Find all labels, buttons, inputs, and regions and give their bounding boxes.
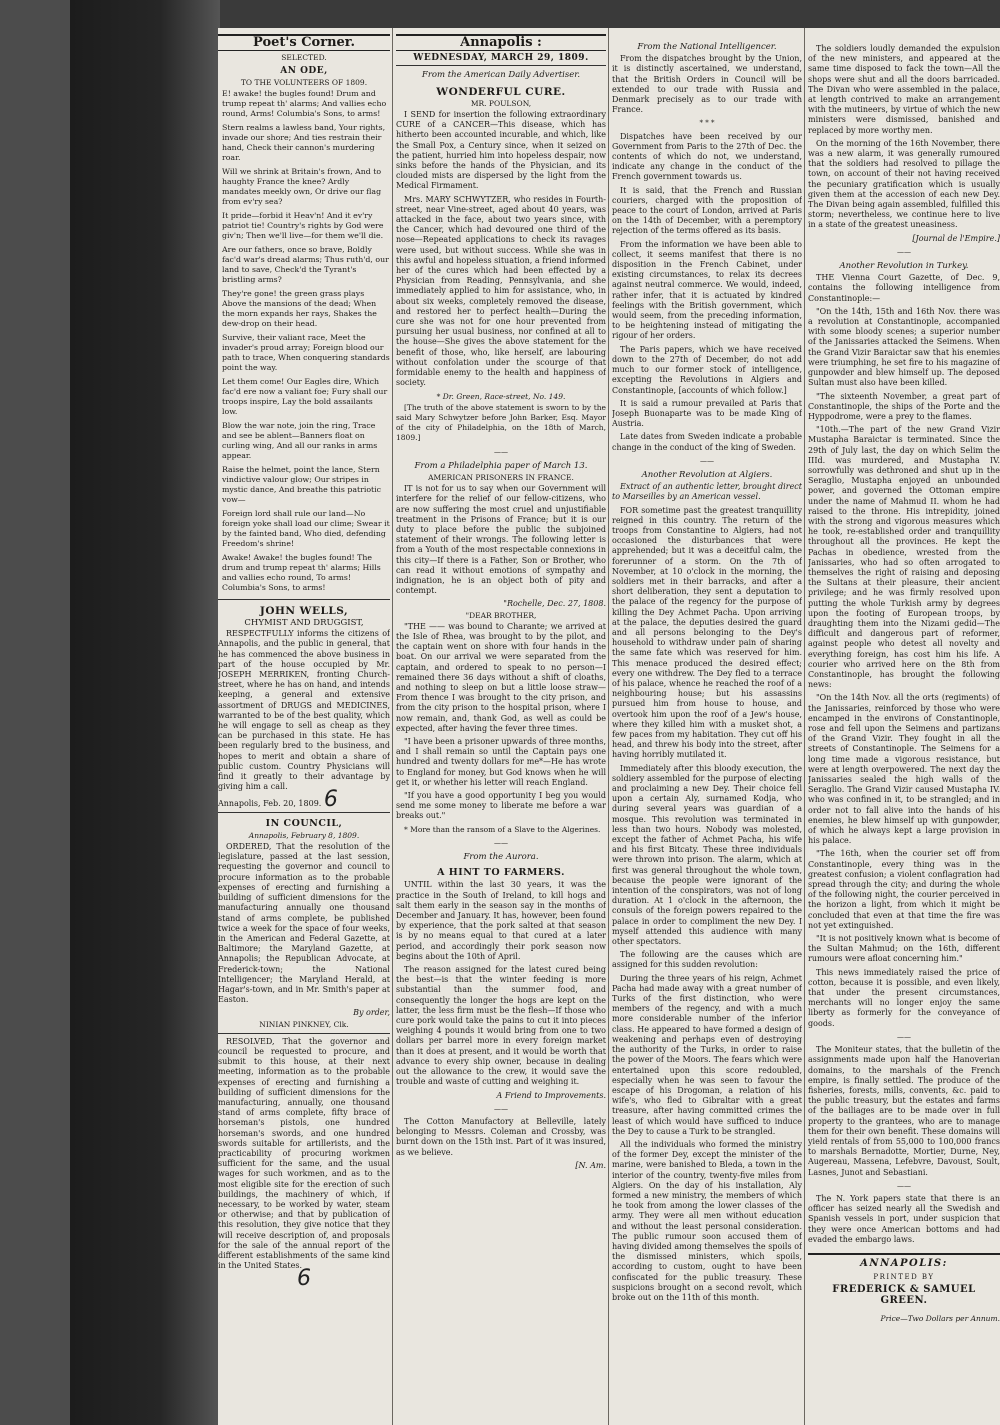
newspaper-page: [218, 28, 1000, 1425]
paragraph: During the three years of his reign, Achmet Pacha had made away with a great number of Turks of the first distinction, who were members of the regency, and with a much more considerable number of the inferior class. He appeared to have formed a design of weakening and perhaps even of destroying the authority of the Turks, in order to raise the power of the Moors. The fears which were entertained upon this score redoubled, especially when he was seen to favour the escape of his Drogoman, a relation of his wife's, who fled to Gibraltar with a great treasure, after having committed crimes the least of which would have sufficed to induce the Dey to cause a Turk to be strangled.: [612, 973, 802, 1136]
stanza: It pride—forbid it Heav'n! And it ev'ry patriot tie! Country's rights by God were giv'n; Then we'll live—for them we'll die.: [222, 210, 384, 240]
paragraph: "The sixteenth November, a great part of Constantinople, the ships of the Porte and the Hyppodrome, were a prey to the flames.: [808, 391, 1000, 421]
source-label: From the National Intelligencer.: [637, 42, 777, 52]
council-order: By order,: [353, 1008, 390, 1018]
signature: [N. Am.: [575, 1160, 606, 1170]
salutation: "DEAR BROTHER,: [465, 610, 537, 620]
poem-title: AN ODE,: [280, 66, 328, 77]
article-title: AMERICAN PRISONERS IN FRANCE.: [428, 472, 574, 482]
source-label: From the American Daily Advertiser.: [421, 70, 581, 81]
paragraph: It is said, that the French and Russian couriers, charged with the proposition of peace to the court of London, arrived at Paris on the 14th of December, with a peremptory rejection of the terms offered as its basis.: [612, 185, 802, 236]
stanza: Let them come! Our Eagles dire, Which fac'd ere now a valiant foe; Fury shall our troops inspire, Lay the bold assailants low.: [222, 376, 388, 416]
imprint-printed-by: PRINTED BY: [873, 1273, 935, 1282]
imprint-town: ANNAPOLIS:: [860, 1257, 948, 1269]
poem-subtitle: TO THE VOLUNTEERS OF 1809.: [240, 77, 368, 87]
poem-stanzas: [218, 89, 390, 593]
paragraph: THE Vienna Court Gazette, of Dec. 9, contains the following intelligence from Constantinople:—: [808, 273, 1000, 303]
council-title: IN COUNCIL,: [265, 817, 343, 829]
column-rule: [804, 28, 805, 1425]
column-rule: [608, 28, 609, 1425]
paragraph: All the individuals who formed the ministry of the former Dey, except the minister of the marine, were banished to Bleda, a town in the interior of the country, twenty-five miles from Algiers. On the day of his installation, Aly formed a new ministry, the members of which he took from among the lower classes of the army. They were all men without education and without the least personal consideration. The public rumour soon accused them of having divided among themselves the spoils of the dismissed ministers, which spoils, according to custom, ought to have been confiscated for the public treasury. These suspicions brought on a second revolt, which broke out on the 11th of this month.: [612, 1139, 802, 1302]
book-binding-edge: [0, 0, 70, 1425]
ad-title: JOHN WELLS,: [259, 604, 349, 617]
council-body: ORDERED, That the resolution of the legislature, passed at the last session, requesting the governor and council to procure information as to the probable expenses of erecting and furnishing a building of sufficient dimensions for the manufacturing annually one thousand stand of arms complete, be published twice a week for the space of four weeks, in the American and Federal Gazette, at Baltimore; the Maryland Gazette, at Annapolis; the Republican Advocate, at Frederick-town; the National Intelligencer; the Maryland Herald, at Hagar's-town, and in Mr. Smith's paper at Easton.: [218, 842, 390, 1005]
paragraph: The reason assigned for the latest cured being the best—is that the winter feeding is more substantial than the summer food, and consequently the longer the hogs are kept on the latter, the less firm must be the flesh—If those who cure pork would take the pains to cut it into pieces weighing 4 pounds it would bring from one to two dollars per barrel more in every foreign market than it does at present, and it would be worth that advance to every ship owner, because in dealing out the allowance to the crew, it would save the trouble and waste of cutting and weighing it.: [396, 965, 606, 1087]
handwritten-mark: 6: [323, 787, 338, 813]
scan-shadow: [70, 0, 220, 1425]
paragraph: The following are the causes which are assigned for this sudden revolution:: [612, 950, 802, 970]
signature: [Journal de l'Empire.]: [912, 233, 1000, 243]
paragraph: "On the 14th Nov. all the orts (regiments) of the Janissaries, reinforced by those who were encamped in the environs of Constantinople, rose and fell upon the Seimens and partizans of the Grand Vizir. They fought in all the streets of Constantinople. The Seimens for a long time made a vigorous resistance, but were at length overpowered. The next day the Janissaries sealed the high walls of the Seraglio. The Grand Vizir caused Mustapha IV. who was confined in it, to be strangled; and in order not to fall alive into the hands of his enemies, he blew himself up with gunpowder, of which he always kept a large provision in his palace.: [808, 693, 1000, 846]
stanza: Blow the war note, join the ring, Trace and see be ablent—Banners float on curling wing, And all our ranks in arms appear.: [222, 420, 378, 460]
article-title: Another Revolution at Algiers.: [641, 469, 773, 480]
handwritten-mark: 6: [297, 1266, 311, 1290]
signature: * Dr. Green, Race-street, No. 149.: [436, 391, 566, 401]
letter-place: "Rochelle, Dec. 27, 1808.: [503, 599, 606, 609]
column-annapolis: Annapolis : WEDNESDAY, MARCH 29, 1809. From the American Daily Advertiser. WONDERFUL CURE. MR. POULSON, I SEND for insertion the following extraordinary CURE of a CANCER—This disease, which has hitherto been accounted incurable, and which, like the Small Pox, a Century since, when it seized on the patient, hurried him into hopeless despair, now sinks before the hands of the Physician, and its clouded mists are dispersed by the light from the Medical Firmament. Mrs. MARY SCHWYTZER, who resides in Fourth-street, near Vine-street, aged about 40 years, was attacked in the face, about two years since, with the Cancer, which had devoured one third of the nose—Repeated applications to check its ravages were used, but without success. While she was in this awful and hopeless situation, a friend informed her of the cures which had been effected by a Physician from Reading, Pennsylvania, and she immediately applied to him for assistance, who, in about six weeks, completely removed the disease, and restored her to perfect health—During the cure she was not for one hour prevented from pursuing her usual business, nor confined at all to the house—She gives the above statement for the benefit of those, who, like herself, are labouring without confolation under the scourge of that formidable enemy to the health and happiness of society. * Dr. Green, Race-street, No. 149. [The truth of the above statement is sworn to by the said Mary Schwytzer before John Barker, Esq. Mayor of the city of Philadelphia, on the 18th of March, 1809.] —— From a Philadelphia paper of March 13. AMERICAN PRISONERS IN FRANCE. IT is not for us to say when our Government will interfere for the relief of our fellow-citizens, who are now suffering the most cruel and unjustifiable treatment in the Prisons of France; but it is our duty to place before the public the subjoined statement of their wrongs. The following letter is from a Youth of the most respectable connexions in this city—If there is a Father, Son or Brother, who can read it without emotions of sympathy and indignation, he is an object both of pity and contempt. "Rochelle, Dec. 27, 1808. "DEAR BROTHER, "THE —— was bound to Charante; we arrived at the Isle of Rhea, was brought to by the pilot, and the captain went on shore with four hands in the boat. On our arrival we were separated from the captain, and ordered to speak to no person—I remained there 36 days without a shift of cloaths, and nothing to sleep on but a little loose straw—From thence I was brought to the city prison, and from the city prison to the hospital prison, where I now remain, and, thank God, as well as could be expected, after having the fever three times. "I have been a prisoner upwards of three months, and I shall remain so until the Captain pays one hundred and twenty dollars for me*—He has wrote to England for money, but God knows when he will get it, or whether his letter will reach England. "If you have a good opportunity I beg you would send me some money to liberate me before a war breaks out." * More than the ransom of a Slave to the Algerines. —— From the Aurora. A HINT TO FARMERS. UNTIL within the last 30 years, it was the practice in the South of Ireland, to kill hogs and salt them early in the season say in the months of December and January. It has, however, been found by experience, that the pork salted at that season is by no means equal to that cured at a later period, and accordingly their pork season now begins about the 10th of April. The reason assigned for the latest cured being the best—is that the winter feeding is more substantial than the summer food, and consequently the longer the hogs are kept on the latter, the less firm must be the flesh—If those who cure pork would take the pains to cut it into pieces weighing 4 pounds it would bring from one to two dollars per barrel more in every foreign market than it does at present, and it would be worth that advance to every ship owner, because in dealing out the allowance to the crew, it would save the trouble and waste of cutting and weighing it. A Friend to Improvements. —— The Cotton Manufactory at Belleville, lately belonging to Messrs. Coleman and Crossby, was burnt down on the 15th inst. Part of it was insured, as we believe. [N. Am.: [396, 35, 606, 1170]
column-turkey: The soldiers loudly demanded the expulsion of the new ministers, and appeared at the same time disposed to fack the town—All the shops were shut and all the doors barricaded. The Divan who were assembled in the palace, at length contrived to make an arrangement with the mutineers, by virtue of which the new ministers were dismissed, banished and replaced by more worthy men. On the morning of the 16th November, there was a new alarm, it was generally rumoured that the soldiers had resolved to pillage the town, on account of their not having received the pecuniary gratification which is usually given them at the accession of each new Dey. The Divan being again assembled, fulfilled this storm; nevertheless, we continue here to live in a state of the greatest uneasiness. [Journal de l'Empire.] —— Another Revolution in Turkey. THE Vienna Court Gazette, of Dec. 9, contains the following intelligence from Constantinople:— "On the 14th, 15th and 16th Nov. there was a revolution at Constantinople, accompanied with some bloody scenes; a superior number of the Janissaries attacked the Seimens. When the Grand Vizir Baraictar saw that his enemies were triumphing, he set fire to his magazine of gunpowder and blew himself up. The deposed Sultan must also have been killed. "The sixteenth November, a great part of Constantinople, the ships of the Porte and the Hyppodrome, were a prey to the flames. "10th.—The part of the new Grand Vizir Mustapha Baraictar is terminated. Since the 29th of July last, the day on which Selim the IIId. was murdered, and Mustapha IV. sorrowfully was dethroned and shut up in the Seraglio, Mustapha enjoyed an unbounded power, and governed the Ottoman empire under the name of Mahmud II. whom he had raised to the throne. His intrepidity, joined with the strong and vigorous measures which he took, re-established order and tranquillity throughout all the provinces. He kept the Pachas in obedience, wrested from the Janissaries, who had so often arrogated to themselves the right of raising and deposing the Sultans at their pleasure, their ancient privilege; and he was firmly resolved upon putting the whole Turkish army by degrees upon the footing of European troops, by draughting them into the Nizami gedid—The difficult and dangerous part of reformer, against people who detest all novelty and everything foreign, has cost him his life. A courier who arrived here on the 8th from Constantinople, has brought the following news: "On the 14th Nov. all the orts (regiments) of the Janissaries, reinforced by those who were encamped in the environs of Constantinople, rose and fell upon the Seimens and partizans of the Grand Vizir. They fought in all the streets of Constantinople. The Seimens for a long time made a vigorous resistance, but were at length overpowered. The next day the Janissaries sealed the high walls of the Seraglio. The Grand Vizir caused Mustapha IV. who was confined in it, to be strangled; and in order not to fall alive into the hands of his enemies, he blew himself up with gunpowder, of which he always kept a large provision in his palace. "The 16th, when the courier set off from Constantinople, every thing was in the greatest confusion; a violent conflagration had spread through the city; and during the whole of the following night, the courier perceived in the horizon a light, from which it might be concluded that even at that time the fire was not yet extinguished. "It is not positively known what is become of the Sultan Mahmud; on the 16th, different rumours were afloat concerning him." This news immediately raised the price of cotton, because it is possible, and even likely, that under the present circumstances, merchants will no longer enjoy the same liberty as formerly for the conveyance of goods. —— The Moniteur states, that the bulletin of the assignments made upon half the Hanoverian domains, to the marshals of the French empire, is finally settled. The produce of the fisheries, forests, mills, convents, &c. paid to the public treasury, but the estates and farms of the bailiages are to be made over in full property to the grantees, who are to manage them for their own benefit. These domains will yield rentals of from 55,000 to 100,000 francs to marshals Bernadotte, Mortier, Durne, Ney, Augereau, Massena, Lefebvre, Davoust, Soult, Lasnes, Junot and Sebastiani. —— The N. York papers state that there is an officer has seized nearly all the Swedish and Spanish vessels in port, under suspicion that they were once American bottoms and had evaded the embargo laws. ANNAPOLIS: PRINTED BY FREDERICK & SAMUEL GREEN. Price—Two Dollars per Annum.: [808, 44, 1000, 1323]
paragraph: This news immediately raised the price of cotton, because it is possible, and even likely, that under the present circumstances, merchants will no longer enjoy the same liberty as formerly for the conveyance of goods.: [808, 967, 1000, 1028]
stanza: Are our fathers, once so brave, Boldly fac'd war's dread alarms; Thus ruth'd, our land to save, Check'd the Tyrant's bristling arms?: [222, 244, 389, 284]
paragraph: "If you have a good opportunity I beg you would send me some money to liberate me before a war breaks out.": [396, 791, 606, 821]
paragraph: Immediately after this bloody execution, the soldiery assembled for the purpose of electing and proclaiming a new Dey. Their choice fell upon a certain Aly, surnamed Kodja, who during several years was guardian of a mosque. This revolution was terminated in less than two hours. Nobody was molested, except the father of Achmet Pacha, his wife and his first Bitcaty. These three individuals were thrown into prison. The alarm, which at first was general throughout the whole town, because the people were ignorant of the intention of the conspirators, was not of long duration. At 1 o'clock in the afternoon, the consuls of the foreign powers repaired to the palace in order to compliment the new Dey. I myself attended this audience with many other spectators.: [612, 763, 802, 947]
paragraph: The N. York papers state that there is an officer has seized nearly all the Swedish and Spanish vessels in port, under suspicion that they were once American bottoms and had evaded the embargo laws.: [808, 1193, 1000, 1244]
paragraph: Late dates from Sweden indicate a probable change in the conduct of the king of Sweden.: [612, 432, 802, 452]
paragraph: From the information we have been able to collect, it seems manifest that there is no disposition in the French Cabinet, under existing circumstances, to relax its decrees against neutral commerce. We would, indeed, rather infer, that it is actuated by kindred feelings with the British government, which would seem, from the preceding information, to be heightening instead of mitigating the rigour of her orders.: [612, 239, 802, 341]
paragraph: It is said a rumour prevailed at Paris that Joseph Buonaparte was to be made King of Austria.: [612, 398, 802, 429]
poets-corner-header: Poet's Corner.: [218, 34, 390, 51]
paragraph: "The 16th, when the courier set off from Constantinople, every thing was in the greatest confusion; a violent conflagration had spread through the city; and during the whole of the following night, the courier perceived in the horizon a light, from which it might be concluded that even at that time the fire was not yet extinguished.: [808, 849, 1000, 930]
paragraph: The Paris papers, which we have received down to the 27th of December, do not add much to our former stock of intelligence, excepting the Revolutions in Algiers and Constantinople, [accounts of which follow.]: [612, 344, 802, 395]
paragraph: UNTIL within the last 30 years, it was the practice in the South of Ireland, to kill hogs and salt them early in the season say in the months of December and January. It has, however, been found by experience, that the pork salted at that season is by no means equal to that cured at a later period, and accordingly their pork season now begins about the 10th of April.: [396, 880, 606, 961]
paragraph: "10th.—The part of the new Grand Vizir Mustapha Baraictar is terminated. Since the 29th of July last, the day on which Selim the IIId. was murdered, and Mustapha IV. sorrowfully was dethroned and shut up in the Seraglio, Mustapha enjoyed an unbounded power, and governed the Ottoman empire under the name of Mahmud II. whom he had raised to the throne. His intrepidity, joined with the strong and vigorous measures which he took, re-established order and tranquillity throughout all the provinces. He kept the Pachas in obedience, wrested from the Janissaries, who had so often arrogated to themselves the right of raising and deposing the Sultans at their pleasure, their ancient privilege; and he was firmly resolved upon putting the whole Turkish army by degrees upon the footing of European troops, by draughting them into the Nizami gedid—The difficult and dangerous part of reformer, against people who detest all novelty and everything foreign, has cost him his life. A courier who arrived here on the 8th from Constantinople, has brought the following news:: [808, 425, 1000, 690]
ad-subtitle: CHYMIST AND DRUGGIST,: [244, 618, 364, 629]
article-title: Another Revolution in Turkey.: [839, 261, 969, 272]
paragraph: "I have been a prisoner upwards of three months, and I shall remain so until the Captain pays one hundred and twenty dollars for me*—He has wrote to England for money, but God knows when he will get it, or whether his letter will reach England.: [396, 737, 606, 787]
paragraph: The Cotton Manufactory at Belleville, lately belonging to Messrs. Coleman and Crossby, was burnt down on the 15th inst. Part of it was insured, as we believe.: [396, 1116, 606, 1157]
paragraph: "On the 14th, 15th and 16th Nov. there was a revolution at Constantinople, accompanied with some bloody scenes; a superior number of the Janissaries attacked the Seimens. When the Grand Vizir Baraictar saw that his enemies were triumphing, he set fire to his magazine of gunpowder and blew himself up. The deposed Sultan must also have been killed.: [808, 306, 1000, 388]
note: [The truth of the above statement is sworn to by the said Mary Schwytzer before John Barker, Esq. Mayor of the city of Philadelphia, on the 18th of March, 1809.]: [396, 402, 606, 443]
paragraph: On the morning of the 16th November, there was a new alarm, it was generally rumoured that the soldiers had resolved to pillage the town, on account of their not having received the pecuniary gratification which is usually given them at the accession of each new Dey. The Divan being again assembled, fulfilled this storm; nevertheless, we continue here to live in a state of the greatest uneasiness.: [808, 138, 1000, 230]
stanza: Stern realms a lawless band, Your rights, invade our shore; And ties restrain their hand, Check their cannon's murdering roar.: [222, 122, 386, 162]
column-rule: [392, 28, 393, 1425]
stanza: E! awake! the bugles found! Drum and trump repeat th' alarms; And vallies echo round, Arms! Columbia's Sons, to arms!: [222, 88, 387, 118]
council-date: Annapolis, February 8, 1809.: [248, 830, 360, 840]
stanza: Foreign lord shall rule our land—No foreign yoke shall load our clime; Swear it by the fainted band, Who died, defending Freedom's shrine!: [222, 508, 390, 548]
subtitle: Extract of an authentic letter, brought direct to Marseilles by an American vessel.: [612, 482, 802, 502]
ad-body: RESPECTFULLY informs the citizens of Annapolis, and the public in general, that he has commenced the above business in part of the house occupied by Mr. JOSEPH MERRIKEN, fronting Church-street, where he has on hand, and intends keeping, a general and extensive assortment of DRUGS and MEDICINES, warranted to be of the best quality, which he will engage to sell as cheap as they can be purchased in this state. He has been regularly bred to the business, and hopes to merit and obtain a share of public custom. Country Physicians will find it greatly to their advantage by giving him a call.: [218, 629, 390, 792]
paragraph: Dispatches have been received by our Government from Paris to the 27th of Dec. the contents of which do not, we understand, indicate any change in the conduct of the French government towards us.: [612, 131, 802, 182]
stanza: Will we shrink at Britain's frown, And to haughty France the knee? Ardly mandates meekly own, Or drive our flag from ev'ry sea?: [222, 166, 382, 206]
issue-dateline: WEDNESDAY, MARCH 29, 1809.: [396, 53, 606, 66]
salutation: MR. POULSON,: [470, 98, 532, 108]
paragraph: Mrs. MARY SCHWYTZER, who resides in Fourth-street, near Vine-street, aged about 40 years, was attacked in the face, about two years since, with the Cancer, which had devoured one third of the nose—Repeated applications to check its ravages were used, but without success. While she was in this awful and hopeless situation, a friend informed her of the cures which had been effected by a Physician from Reading, Pennsylvania, and she immediately applied to him for assistance, who, in about six weeks, completely removed the disease, and restored her to perfect health—During the cure she was not for one hour prevented from pursuing her usual business, nor confined at all to the house—She gives the above statement for the benefit of those, who, like herself, are labouring without confolation under the scourge of that formidable enemy to the health and happiness of society.: [396, 194, 606, 388]
stanza: Survive, their valiant race, Meet the invader's proud array; Foreign blood our path to trace, When conquering standards point the way.: [222, 332, 390, 372]
paragraph: From the dispatches brought by the Union, it is distinctly ascertained, we understand, that the British Orders in Council will be extended to our trade with Russia and Denmark precisely as to our trade with France.: [612, 54, 802, 115]
paragraph: The Moniteur states, that the bulletin of the assignments made upon half the Hanoverian domains, to the marshals of the French empire, is finally settled. The produce of the fisheries, forests, mills, convents, &c. paid to the public treasury, but the estates and farms of the bailiages are to be made over in full property to the grantees, who are to manage them for their own benefit. These domains will yield rentals of from 55,000 to 100,000 francs to marshals Bernadotte, Mortier, Durne, Ney, Augereau, Massena, Lefebvre, Davoust, Soult, Lasnes, Junot and Sebastiani.: [808, 1045, 1000, 1177]
column-intelligencer: From the National Intelligencer. From the dispatches brought by the Union, it is distinctly ascertained, we understand, that the British Orders in Council will be extended to our trade with Russia and Denmark precisely as to our trade with France. * * * Dispatches have been received by our Government from Paris to the 27th of Dec. the contents of which do not, we understand, indicate any change in the conduct of the French government towards us. It is said, that the French and Russian couriers, charged with the proposition of peace to the court of London, arrived at Paris on the 14th of December, with a peremptory rejection of the terms offered as its basis. From the information we have been able to collect, it seems manifest that there is no disposition in the French Cabinet, under existing circumstances, to relax its decrees against neutral commerce. We would, indeed, rather infer, that it is actuated by kindred feelings with the British government, which would seem, from the preceding information, to be heightening instead of mitigating the rigour of her orders. The Paris papers, which we have received down to the 27th of December, do not add much to our former stock of intelligence, excepting the Revolutions in Algiers and Constantinople, [accounts of which follow.] It is said a rumour prevailed at Paris that Joseph Buonaparte was to be made King of Austria. Late dates from Sweden indicate a probable change in the conduct of the king of Sweden. —— Another Revolution at Algiers. Extract of an authentic letter, brought direct to Marseilles by an American vessel. FOR sometime past the greatest tranquillity reigned in this country. The return of the troops from Constantine to Algiers, had not occasioned the disturbances that were apprehended; but it was a deceitful calm, the forerunner of a storm. On the 7th of November, at 10 o'clock in the morning, the soldiers met in their barracks, and after a short deliberation, they sent a deputation to the palace of the regency for the purpose of killing the Dey Achmet Pacha. Upon arriving at the palace, the deputies desired the guard and all persons belonging to the Dey's household to withdraw under pain of sharing the same fate which was reserved for him. This menace produced the desired effect; every one withdrew. The Dey fled to a terrace of his palace, whence he reached the roof of a neighbouring house; but his assassins pursued him from house to house, and overtook him upon the roof of a Jew's house, where they killed him with a musket shot, a few paces from my habitation. They cut off his head, and threw his body into the street, after having horribly mutilated it. Immediately after this bloody execution, the soldiery assembled for the purpose of electing and proclaiming a new Dey. Their choice fell upon a certain Aly, surnamed Kodja, who during several years was guardian of a mosque. This revolution was terminated in less than two hours. Nobody was molested, except the father of Achmet Pacha, his wife and his first Bitcaty. These three individuals were thrown into prison. The alarm, which at first was general throughout the whole town, because the people were ignorant of the intention of the conspirators, was not of long duration. At 1 o'clock in the afternoon, the consuls of the foreign powers repaired to the palace in order to compliment the new Dey. I myself attended this audience with many other spectators. The following are the causes which are assigned for this sudden revolution: During the three years of his reign, Achmet Pacha had made away with a great number of Turks of the first distinction, who were members of the regency, and with a much more considerable number of the inferior class. He appeared to have formed a design of weakening and perhaps even of destroying the authority of the Turks, in order to raise the power of the Moors. The fears which were entertained upon this score redoubled, especially when he was seen to favour the escape of his Drogoman, a relation of his wife's, who fled to Gibraltar with a great treasure, after having committed crimes the least of which would have sufficed to induce the Dey to cause a Turk to be strangled. All the individuals who formed the ministry of the former Dey, except the minister of the marine, were banished to Bleda, a town in the interior of the country, twenty-five miles from Algiers. On the day of his installation, Aly formed a new ministry, the members of which he took from among the lower classes of the army. They were all men without education and without the least personal consideration. The public rumour soon accused them of having divided among themselves the spoils of the dismissed ministers, which spoils, according to custom, ought to have been confiscated for the public treasury. These suspicions brought on a second revolt, which broke out on the 11th of this month.: [612, 42, 802, 1302]
stanza: They're gone! the green grass plays Above the mansions of the dead; When the morn expands her rays, Shakes the dew-drop on their head.: [222, 288, 377, 328]
paragraph: The soldiers loudly demanded the expulsion of the new ministers, and appeared at the same time disposed to fack the town—All the shops were shut and all the doors barricaded. The Divan who were assembled in the palace, at length contrived to make an arrangement with the mutineers, by virtue of which the new ministers were dismissed, banished and replaced by more worthy men.: [808, 44, 1000, 135]
article-title: A HINT TO FARMERS.: [437, 867, 565, 879]
paragraph: "It is not positively known what is become of the Sultan Mahmud; on the 16th, different rumours were afloat concerning him.": [808, 934, 1000, 964]
column-poets-corner: [218, 28, 390, 1290]
paragraph: FOR sometime past the greatest tranquillity reigned in this country. The return of the troops from Constantine to Algiers, had not occasioned the disturbances that were apprehended; but it was a deceitful calm, the forerunner of a storm. On the 7th of November, at 10 o'clock in the morning, the soldiers met in their barracks, and after a short deliberation, they sent a deputation to the palace of the regency for the purpose of killing the Dey Achmet Pacha. Upon arriving at the palace, the deputies desired the guard and all persons belonging to the Dey's household to withdraw under pain of sharing the same fate which was reserved for him. This menace produced the desired effect; every one withdrew. The Dey fled to a terrace of his palace, whence he reached the roof of a neighbouring house; but his assassins pursued him from house to house, and overtook him upon the roof of a Jew's house, where they killed him with a musket shot, a few paces from my habitation. They cut off his head, and threw his body into the street, after having horribly mutilated it.: [612, 505, 802, 760]
ad-date: Annapolis, Feb. 20, 1809.: [218, 799, 322, 809]
note: * More than the ransom of a Slave to the Algerines.: [404, 824, 601, 834]
source-label: From the Aurora.: [463, 852, 539, 863]
ad-date-line: [218, 787, 390, 813]
paragraph: I SEND for insertion the following extraordinary CURE of a CANCER—This disease, which has hitherto been accounted incurable, and which, like the Small Pox, a Century since, when it seized on the patient, hurried him into hopeless despair, now sinks before the hands of the Physician, and its clouded mists are dispersed by the light from the Medical Firmament.: [396, 110, 606, 191]
imprint-printer: FREDERICK & SAMUEL GREEN.: [832, 1284, 976, 1306]
paragraph: IT is not for us to say when our Government will interfere for the relief of our fellow-citizens, who are now suffering the most cruel and unjustifiable treatment in the Prisons of France; but it is our duty to place before the public the subjoined statement of their wrongs. The following letter is from a Youth of the most respectable connexions in this city—If there is a Father, Son or Brother, who can read it without emotions of sympathy and indignation, he is an object both of pity and contempt.: [396, 484, 606, 596]
imprint: [808, 1253, 1000, 1324]
council-sign: NINIAN PINKNEY, Clk.: [259, 1019, 349, 1029]
stanza: Raise the helmet, point the lance, Stern vindictive valour glow; Our stripes in mystic dance, And breathe this patriotic vow—: [222, 464, 382, 504]
selected-label: SELECTED.: [281, 53, 327, 63]
annapolis-header: Annapolis :: [396, 34, 606, 51]
paragraph: "THE —— was bound to Charante; we arrived at the Isle of Rhea, was brought to by the pilot, and the captain went on shore with four hands in the boat. On our arrival we were separated from the captain, and ordered to speak to no person—I remained there 36 days without a shift of cloaths, and nothing to sleep on but a little loose straw—From thence I was brought to the city prison, and from the city prison to the hospital prison, where I now remain, and, thank God, as well as could be expected, after having the fever three times.: [396, 621, 606, 733]
source-label: From a Philadelphia paper of March 13.: [414, 460, 588, 471]
imprint-price: Price—Two Dollars per Annum.: [880, 1313, 1000, 1323]
article-title: WONDERFUL CURE.: [436, 85, 566, 98]
resolved-body: RESOLVED, That the governor and council be requested to procure, and submit to this house, at their next meeting, information as to the probable expenses of erecting and furnishing a building of sufficient dimensions for the manufacturing, annually, one thousand stand of arms complete, fifty brace of horseman's pistols, one hundred horseman's swords, and one hundred swords suitable for artillerists, and the practicability of procuring workmen sufficient for the same, and the usual wages for such workmen, and as to the most eligible site for the erection of such buildings, the machinery of which, if necessary, to be worked by water, steam or otherwise; and that by publication of this resolution, they give notice that they will receive description of, and proposals for the sale of the annual report of the different establishments of the same kind in the United States.: [218, 1036, 390, 1271]
stanza: Awake! Awake! the bugles found! The drum and trump repeat th' alarms; Hills and vallies echo round, To arms! Columbia's Sons, to arms!: [222, 552, 381, 592]
signature: A Friend to Improvements.: [496, 1090, 606, 1100]
